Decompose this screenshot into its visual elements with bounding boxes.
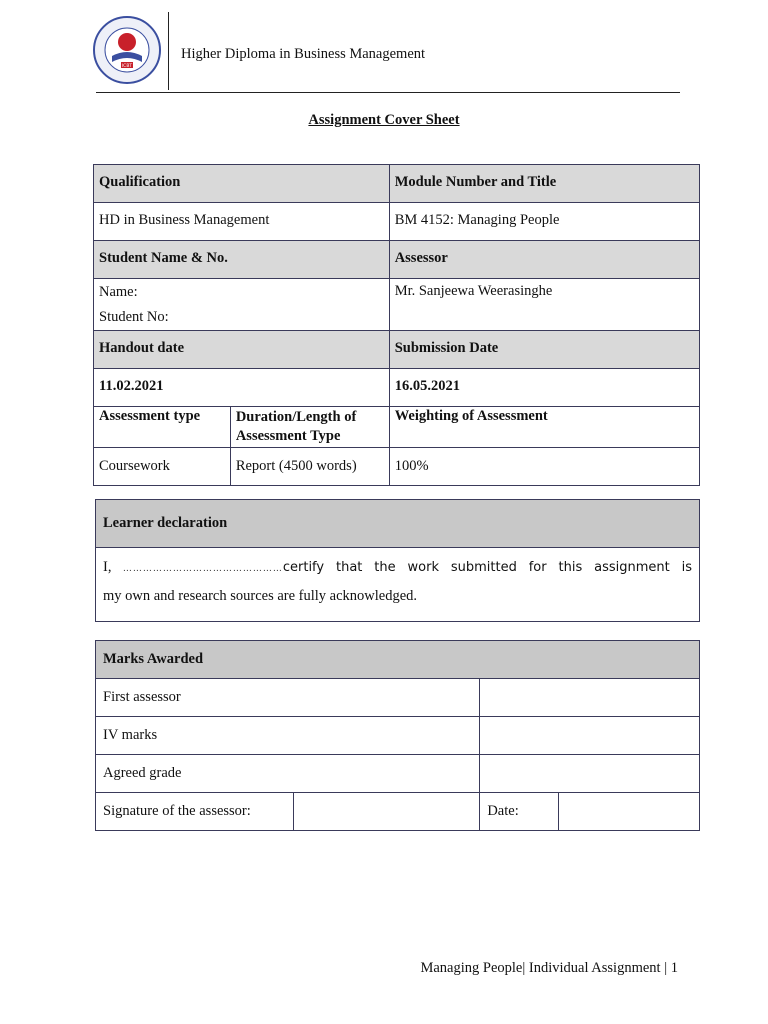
date-field[interactable] (559, 793, 700, 831)
assessment-type-label: Assessment type (94, 407, 231, 448)
signature-field[interactable] (293, 793, 480, 831)
agreed-grade-field[interactable] (480, 755, 700, 793)
page-title: Assignment Cover Sheet (308, 112, 460, 128)
module-value: BM 4152: Managing People (389, 203, 699, 241)
handout-value: 11.02.2021 (94, 369, 390, 407)
declaration-dots: ………………………………………… (122, 564, 283, 574)
module-label: Module Number and Title (389, 165, 699, 203)
cover-table (93, 164, 700, 486)
duration-label: Duration/Length of Assessment Type (230, 407, 389, 448)
assessor-label: Assessor (389, 241, 699, 279)
name-label: Name: (99, 284, 138, 300)
declaration-certify: certify that the work submitted for this assignment is (282, 560, 692, 575)
header-rule (96, 92, 680, 93)
handout-label: Handout date (94, 331, 390, 369)
page-header (88, 12, 680, 94)
student-details-cell (94, 279, 390, 331)
marks-heading: Marks Awarded (96, 641, 700, 679)
declaration-line-1 (103, 548, 692, 583)
qualification-value: HD in Business Management (94, 203, 390, 241)
logo-abbr: ICBT (121, 64, 133, 69)
signature-label: Signature of the assessor: (96, 793, 294, 831)
student-no-label: Student No: (99, 309, 169, 325)
header-title: Higher Diploma in Business Management (181, 46, 426, 62)
iv-marks-field[interactable] (480, 717, 700, 755)
page-footer: Managing People| Individual Assignment | 1 (420, 960, 678, 976)
declaration-heading: Learner declaration (96, 500, 700, 548)
iv-marks-label: IV marks (96, 717, 480, 755)
college-logo (92, 12, 162, 88)
weighting-label: Weighting of Assessment (389, 407, 699, 448)
duration-value: Report (4500 words) (230, 448, 389, 486)
declaration-body (96, 548, 700, 622)
marks-table (95, 640, 700, 831)
declaration-table (95, 499, 700, 622)
declaration-prefix: I, (103, 559, 112, 575)
assessor-value: Mr. Sanjeewa Weerasinghe (389, 279, 699, 331)
submission-value: 16.05.2021 (389, 369, 699, 407)
submission-label: Submission Date (389, 331, 699, 369)
assessment-type-value: Coursework (94, 448, 231, 486)
first-assessor-field[interactable] (480, 679, 700, 717)
first-assessor-label: First assessor (96, 679, 480, 717)
student-label: Student Name & No. (94, 241, 390, 279)
agreed-grade-label: Agreed grade (96, 755, 480, 793)
weighting-value: 100% (389, 448, 699, 486)
header-divider (168, 12, 169, 90)
declaration-line-2: my own and research sources are fully acknowledged. (103, 588, 418, 604)
date-label: Date: (480, 793, 559, 831)
qualification-label: Qualification (94, 165, 390, 203)
